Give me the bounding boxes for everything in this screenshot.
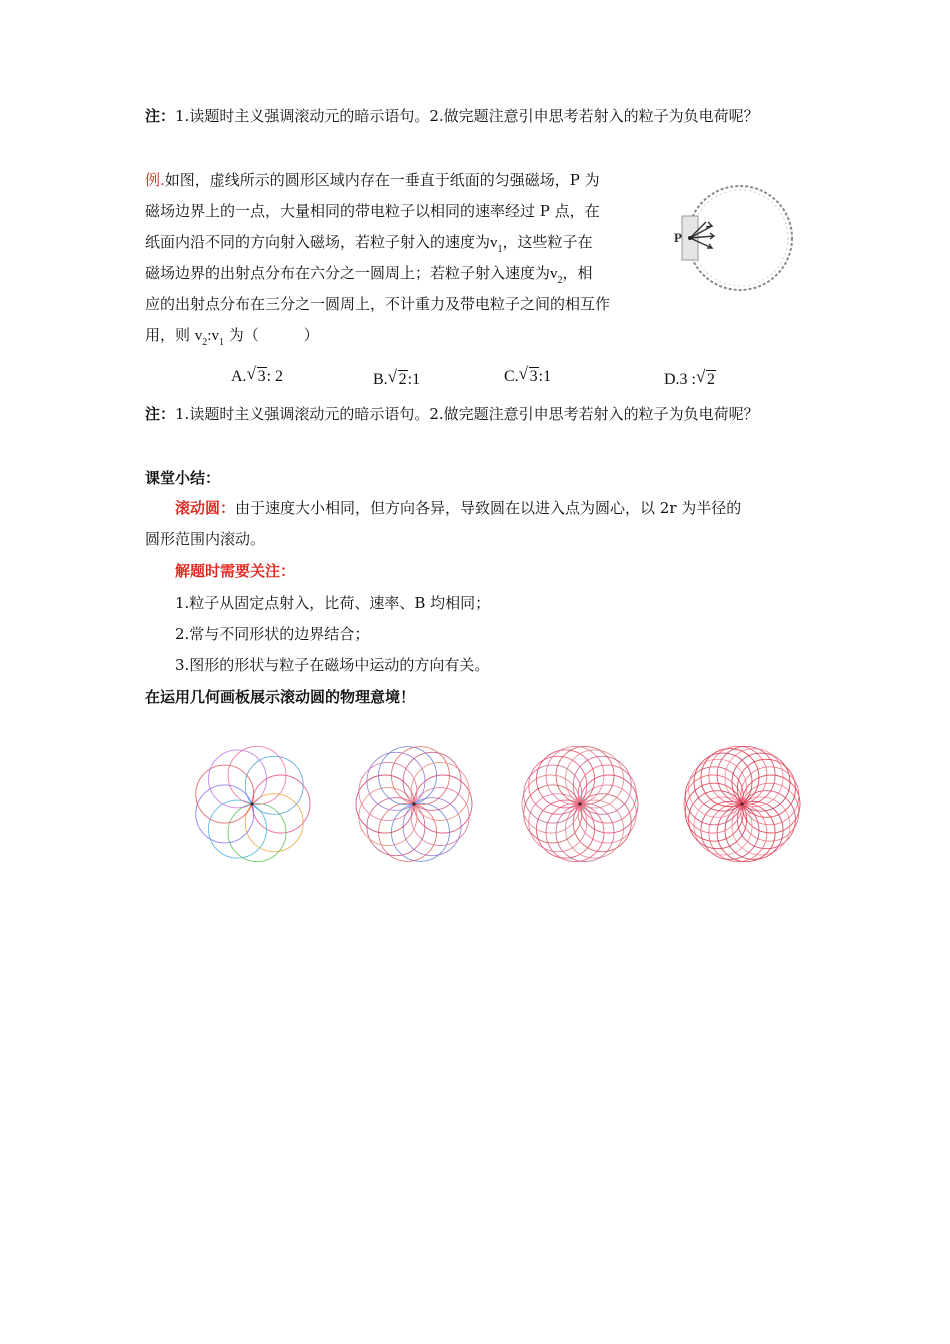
entry-point-dot — [579, 803, 582, 806]
example-line-5 — [145, 294, 610, 314]
example-line-2 — [145, 201, 600, 221]
option-c[interactable]: C. √ 3:1 — [504, 364, 552, 385]
attention-heading: 解题时需要关注： — [175, 562, 296, 580]
example-text-3: 纸面内沿不同的方向射入磁场，若粒子射入的速度为 — [145, 233, 491, 251]
point-p-label: P — [674, 230, 682, 245]
note-1 — [145, 106, 759, 126]
attention-point-3: 3.图形的形状与粒子在磁场中运动的方向有关。 — [175, 656, 490, 674]
rolling-circle-figure-4 — [680, 740, 804, 864]
example-line-3 — [145, 232, 593, 255]
v2-symbol: $v_2$ — [550, 266, 563, 286]
closing-remark: 在运用几何画板展示滚动圆的物理意境！ — [145, 688, 416, 706]
entry-point-dot — [741, 803, 744, 806]
rolling-circle — [411, 762, 469, 820]
rolling-circle-figure-2 — [352, 740, 476, 864]
note-2-text: 1.读题时主义强调滚动元的暗示语句。2.做完题注意引申思考若射入的粒子为负电荷呢？ — [175, 405, 759, 423]
v1-symbol: $v_1$ — [490, 235, 503, 255]
example-text-5: 磁场边界的出射点分布在六分之一圆周上；若粒子射入速度为 — [145, 264, 551, 282]
rolling-circle — [414, 775, 472, 833]
rolling-circle — [411, 788, 469, 846]
example-text-1: 如图，虚线所示的圆形区域内存在一垂直于纸面的匀强磁场，P 为 — [164, 171, 600, 189]
magnetic-field-figure — [668, 178, 804, 296]
rolling-circle-label: 滚动圆： — [175, 499, 236, 517]
attention-point-2: 2.常与不同形状的边界结合； — [175, 625, 370, 643]
rolling-circle — [196, 765, 254, 823]
example-text-7: 应的出射点分布在三分之一圆周上，不计重力及带电粒子之间的相互作 — [145, 295, 611, 313]
rolling-circle — [359, 788, 417, 846]
note-1-label: 注： — [145, 107, 176, 125]
example-text-2: 磁场边界上的一点，大量相同的带电粒子以相同的速率经过 P 点，在 — [145, 202, 600, 220]
example-line-4 — [145, 263, 593, 286]
rolling-circle-figure-1 — [190, 740, 314, 864]
example-text-6: ，相 — [562, 264, 593, 282]
ratio-symbol: $v_2:v_1$ — [194, 328, 224, 348]
rolling-circle — [245, 756, 303, 814]
field-boundary-circle — [688, 186, 792, 290]
note-2 — [145, 404, 759, 424]
example-line-1 — [145, 170, 600, 190]
rolling-circle — [196, 785, 254, 843]
rolling-circle — [356, 775, 414, 833]
option-b[interactable]: B. √ 2:1 — [373, 367, 421, 388]
note-1-text: 1.读题时主义强调滚动元的暗示语句。2.做完题注意引申思考若射入的粒子为负电荷呢？ — [175, 107, 759, 125]
rolling-circle — [209, 750, 267, 808]
rolling-circle-text-1: 由于速度大小相同，但方向各异，导致圆在以进入点为圆心，以 2r 为半径的 — [235, 499, 742, 517]
rolling-circle-line-1 — [175, 498, 741, 518]
example-line-6 — [145, 325, 319, 348]
example-text-4: ，这些粒子在 — [502, 233, 593, 251]
rolling-circle-line-2: 圆形范围内滚动。 — [145, 530, 266, 548]
summary-heading: 课堂小结： — [145, 469, 221, 487]
rolling-circle — [359, 762, 417, 820]
example-text-8: 用，则 — [145, 326, 191, 344]
option-a[interactable]: A. √ 3: 2 — [231, 364, 284, 385]
example-text-9: 为（ ） — [228, 326, 319, 344]
example-tag: 例. — [145, 171, 165, 189]
rolling-circle-figure-3 — [518, 740, 642, 864]
entry-point-dot — [251, 803, 254, 806]
entry-point-dot — [413, 803, 416, 806]
option-d[interactable]: D.3 : √ 2 — [664, 367, 715, 388]
note-2-label: 注： — [145, 405, 176, 423]
attention-point-1: 1.粒子从固定点射入，比荷、速率、B 均相同； — [175, 594, 491, 612]
